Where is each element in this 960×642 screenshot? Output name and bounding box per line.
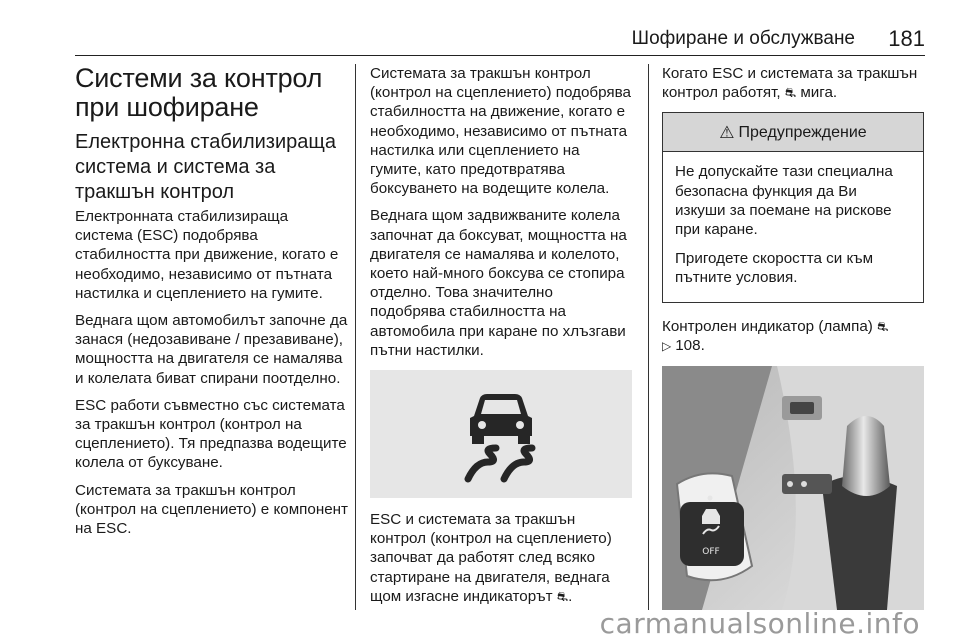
paragraph: Системата за тракшън контрол (контрол на сцеплението) подобрява стабилността на движение, когато е необходимо, независимо от пътната настилка или сцеплението на гумите, като предотвратява боксуването на водещите колела. xyxy=(370,65,631,198)
column-divider xyxy=(648,64,649,610)
page-title: Системи за контрол при шофиране xyxy=(75,63,323,122)
off-button-label: OFF xyxy=(702,547,720,557)
section-title: Шофиране и обслужване xyxy=(631,28,855,49)
paragraph: Не допускайте тази специална безопасна функция да Ви изкуши за поемане на рискове при каране. xyxy=(675,163,893,239)
skid-car-icon xyxy=(446,384,556,484)
skid-car-icon: ⛐ xyxy=(877,318,889,334)
header-divider xyxy=(75,55,925,56)
skid-car-icon: ⛐ xyxy=(556,588,569,604)
paragraph: Системата за тракшън контрол (контрол на сцеплението) е компонент на ESC. xyxy=(75,481,348,538)
paragraph: Веднага щом автомобилът започне да занася (недозавиване / презавиване), мощността на двигателя се намалява и колелата биват спирани поотделно. xyxy=(75,312,348,387)
warning-body xyxy=(663,152,923,301)
page-reference-link[interactable]: 108. xyxy=(675,336,705,354)
paragraph: Веднага щом задвижваните колела започнат да боксуват, мощността на двигателя се намалява и колелото, което най-много боксува се стопира отделно. Това значително подобрява стабилността на автомобила при каране по хлъзгави пътни настилки. xyxy=(370,207,627,359)
watermark-text: carmanualsonline.info xyxy=(599,607,920,640)
page-number: 181 xyxy=(888,26,925,51)
paragraph: Електронната стабилизираща система (ESC) подобрява стабилността при движение, когато е необходимо, независимо от пътната настилка и сцеплението на гумите. xyxy=(75,208,339,302)
column-left xyxy=(75,64,348,546)
indicator-reference: Контролен индикатор (лампа) ⛐ ▷ 108. xyxy=(662,317,889,354)
paragraph: ESC работи съвместно със системата за тракшън контрол (контрол на сцеплението). Тя предпазва водещите колела от буксуване. xyxy=(75,396,347,472)
paragraph: Когато ESC и системата за тракшън контрол работят, ⛐ мига. xyxy=(662,65,918,102)
section-heading: Електронна стабилизираща система и система за тракшън контрол xyxy=(75,131,336,203)
paragraph: Пригодете скоростта си към пътните условия. xyxy=(675,250,874,287)
warning-triangle-icon: ⚠ xyxy=(719,122,735,142)
column-divider xyxy=(355,64,356,610)
warning-box xyxy=(662,112,924,302)
column-middle xyxy=(370,64,632,614)
esc-off-button-photo xyxy=(662,366,924,610)
esc-symbol-panel xyxy=(370,370,632,498)
paragraph: ESC и системата за тракшън контрол (контрол на сцеплението) започват да работят след всяко стартиране на двигателя, веднага щом изгасне индикаторът ⛐. xyxy=(370,511,612,605)
skid-car-icon: ⛐ xyxy=(784,85,797,101)
column-right xyxy=(662,64,924,405)
warning-header xyxy=(663,113,923,152)
page-header xyxy=(75,0,925,56)
arrow-reference-icon: ▷ xyxy=(662,338,672,353)
warning-title: Предупреждение xyxy=(738,123,867,141)
